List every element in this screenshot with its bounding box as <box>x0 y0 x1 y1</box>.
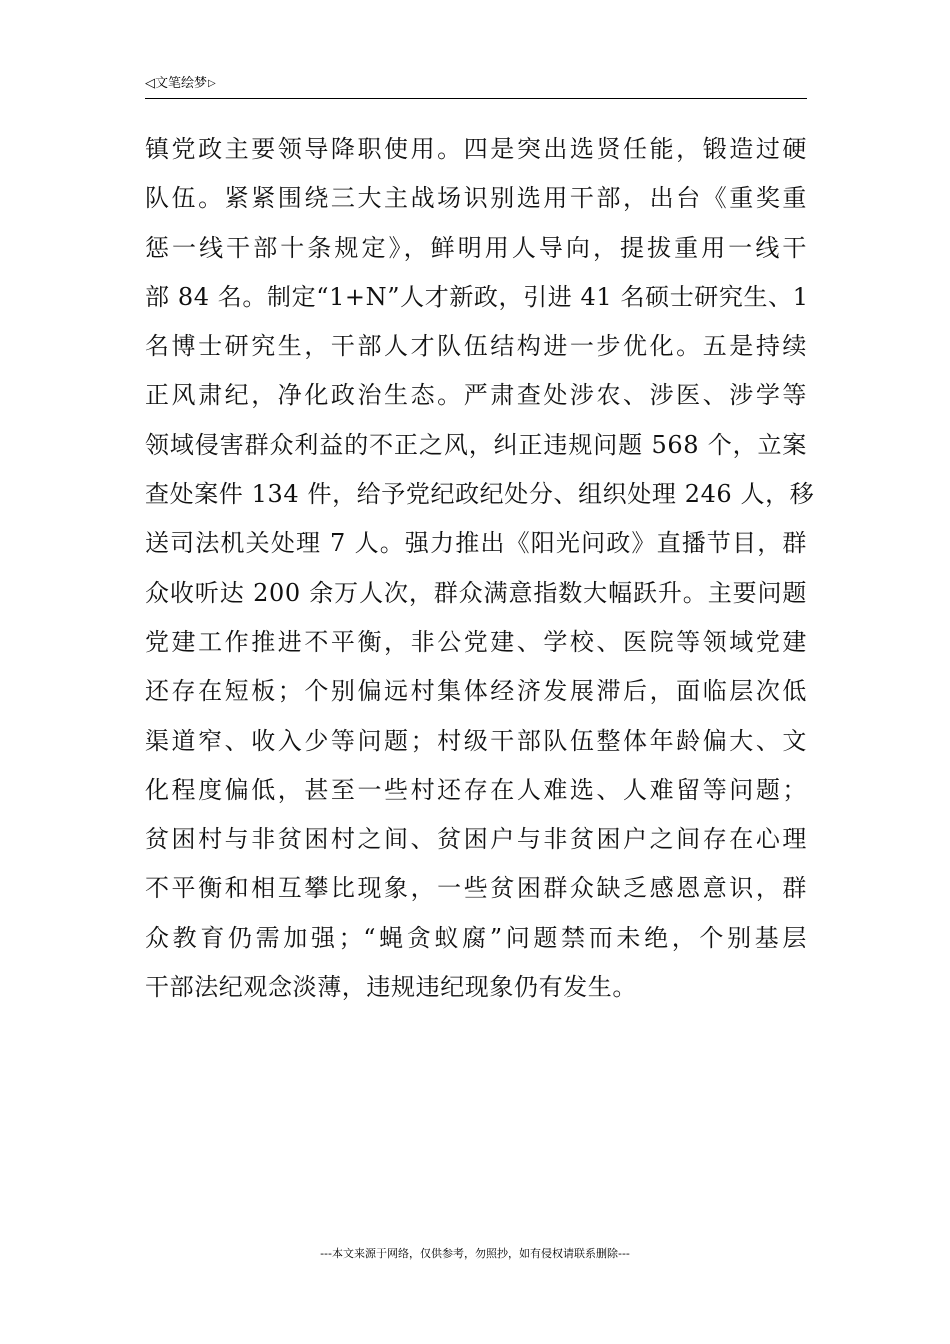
body-line: 还存在短板；个别偏远村集体经济发展滞后，面临层次低 <box>145 677 807 706</box>
header-title-group <box>145 76 216 92</box>
body-line: 党建工作推进不平衡，非公党建、学校、医院等领域党建 <box>145 627 807 656</box>
body-line: 查处案件 134 件，给予党纪政纪处分、组织处理 246 人，移 <box>145 480 815 509</box>
body-line: 正风肃纪，净化政治生态。严肃查处涉农、涉医、涉学等 <box>145 381 807 410</box>
body-line: 领域侵害群众利益的不正之风，纠正违规问题 568 个，立案 <box>145 430 807 459</box>
body-line: 不平衡和相互攀比现象，一些贫困群众缺乏感恩意识，群 <box>145 874 807 903</box>
footer-disclaimer: ---本文来源于网络，仅供参考，勿照抄，如有侵权请联系删除--- <box>320 1247 630 1260</box>
body-text <box>145 125 815 1012</box>
page-header <box>145 74 807 99</box>
left-triangle-icon: ◁ <box>145 76 155 91</box>
body-line: 众教育仍需加强；“蝇贪蚁腐”问题禁而未绝，个别基层 <box>145 923 807 952</box>
body-line: 惩一线干部十条规定》，鲜明用人导向，提拔重用一线干 <box>145 233 807 262</box>
body-line: 贫困村与非贫困村之间、贫困户与非贫困户之间存在心理 <box>145 825 807 854</box>
body-line: 名博士研究生，干部人才队伍结构进一步优化。五是持续 <box>145 332 807 361</box>
body-line: 队伍。紧紧围绕三大主战场识别选用干部，出台《重奖重 <box>145 184 807 213</box>
body-line: 镇党政主要领导降职使用。四是突出选贤任能，锻造过硬 <box>145 135 807 163</box>
right-triangle-icon: ▷ <box>208 78 216 89</box>
body-line: 众收听达 200 余万人次，群众满意指数大幅跃升。主要问题 <box>145 578 807 607</box>
body-line: 部 84 名。制定“1+N”人才新政，引进 41 名硕士研究生、1 <box>145 282 809 311</box>
body-line: 干部法纪观念淡薄，违规违纪现象仍有发生。 <box>145 973 637 1002</box>
header-title: 文笔绘梦 <box>155 76 208 91</box>
body-line: 渠道窄、收入少等问题；村级干部队伍整体年龄偏大、文 <box>145 726 807 755</box>
body-line: 送司法机关处理 7 人。强力推出《阳光问政》直播节目，群 <box>145 529 807 558</box>
body-line: 化程度偏低，甚至一些村还存在人难选、人难留等问题； <box>145 775 807 804</box>
